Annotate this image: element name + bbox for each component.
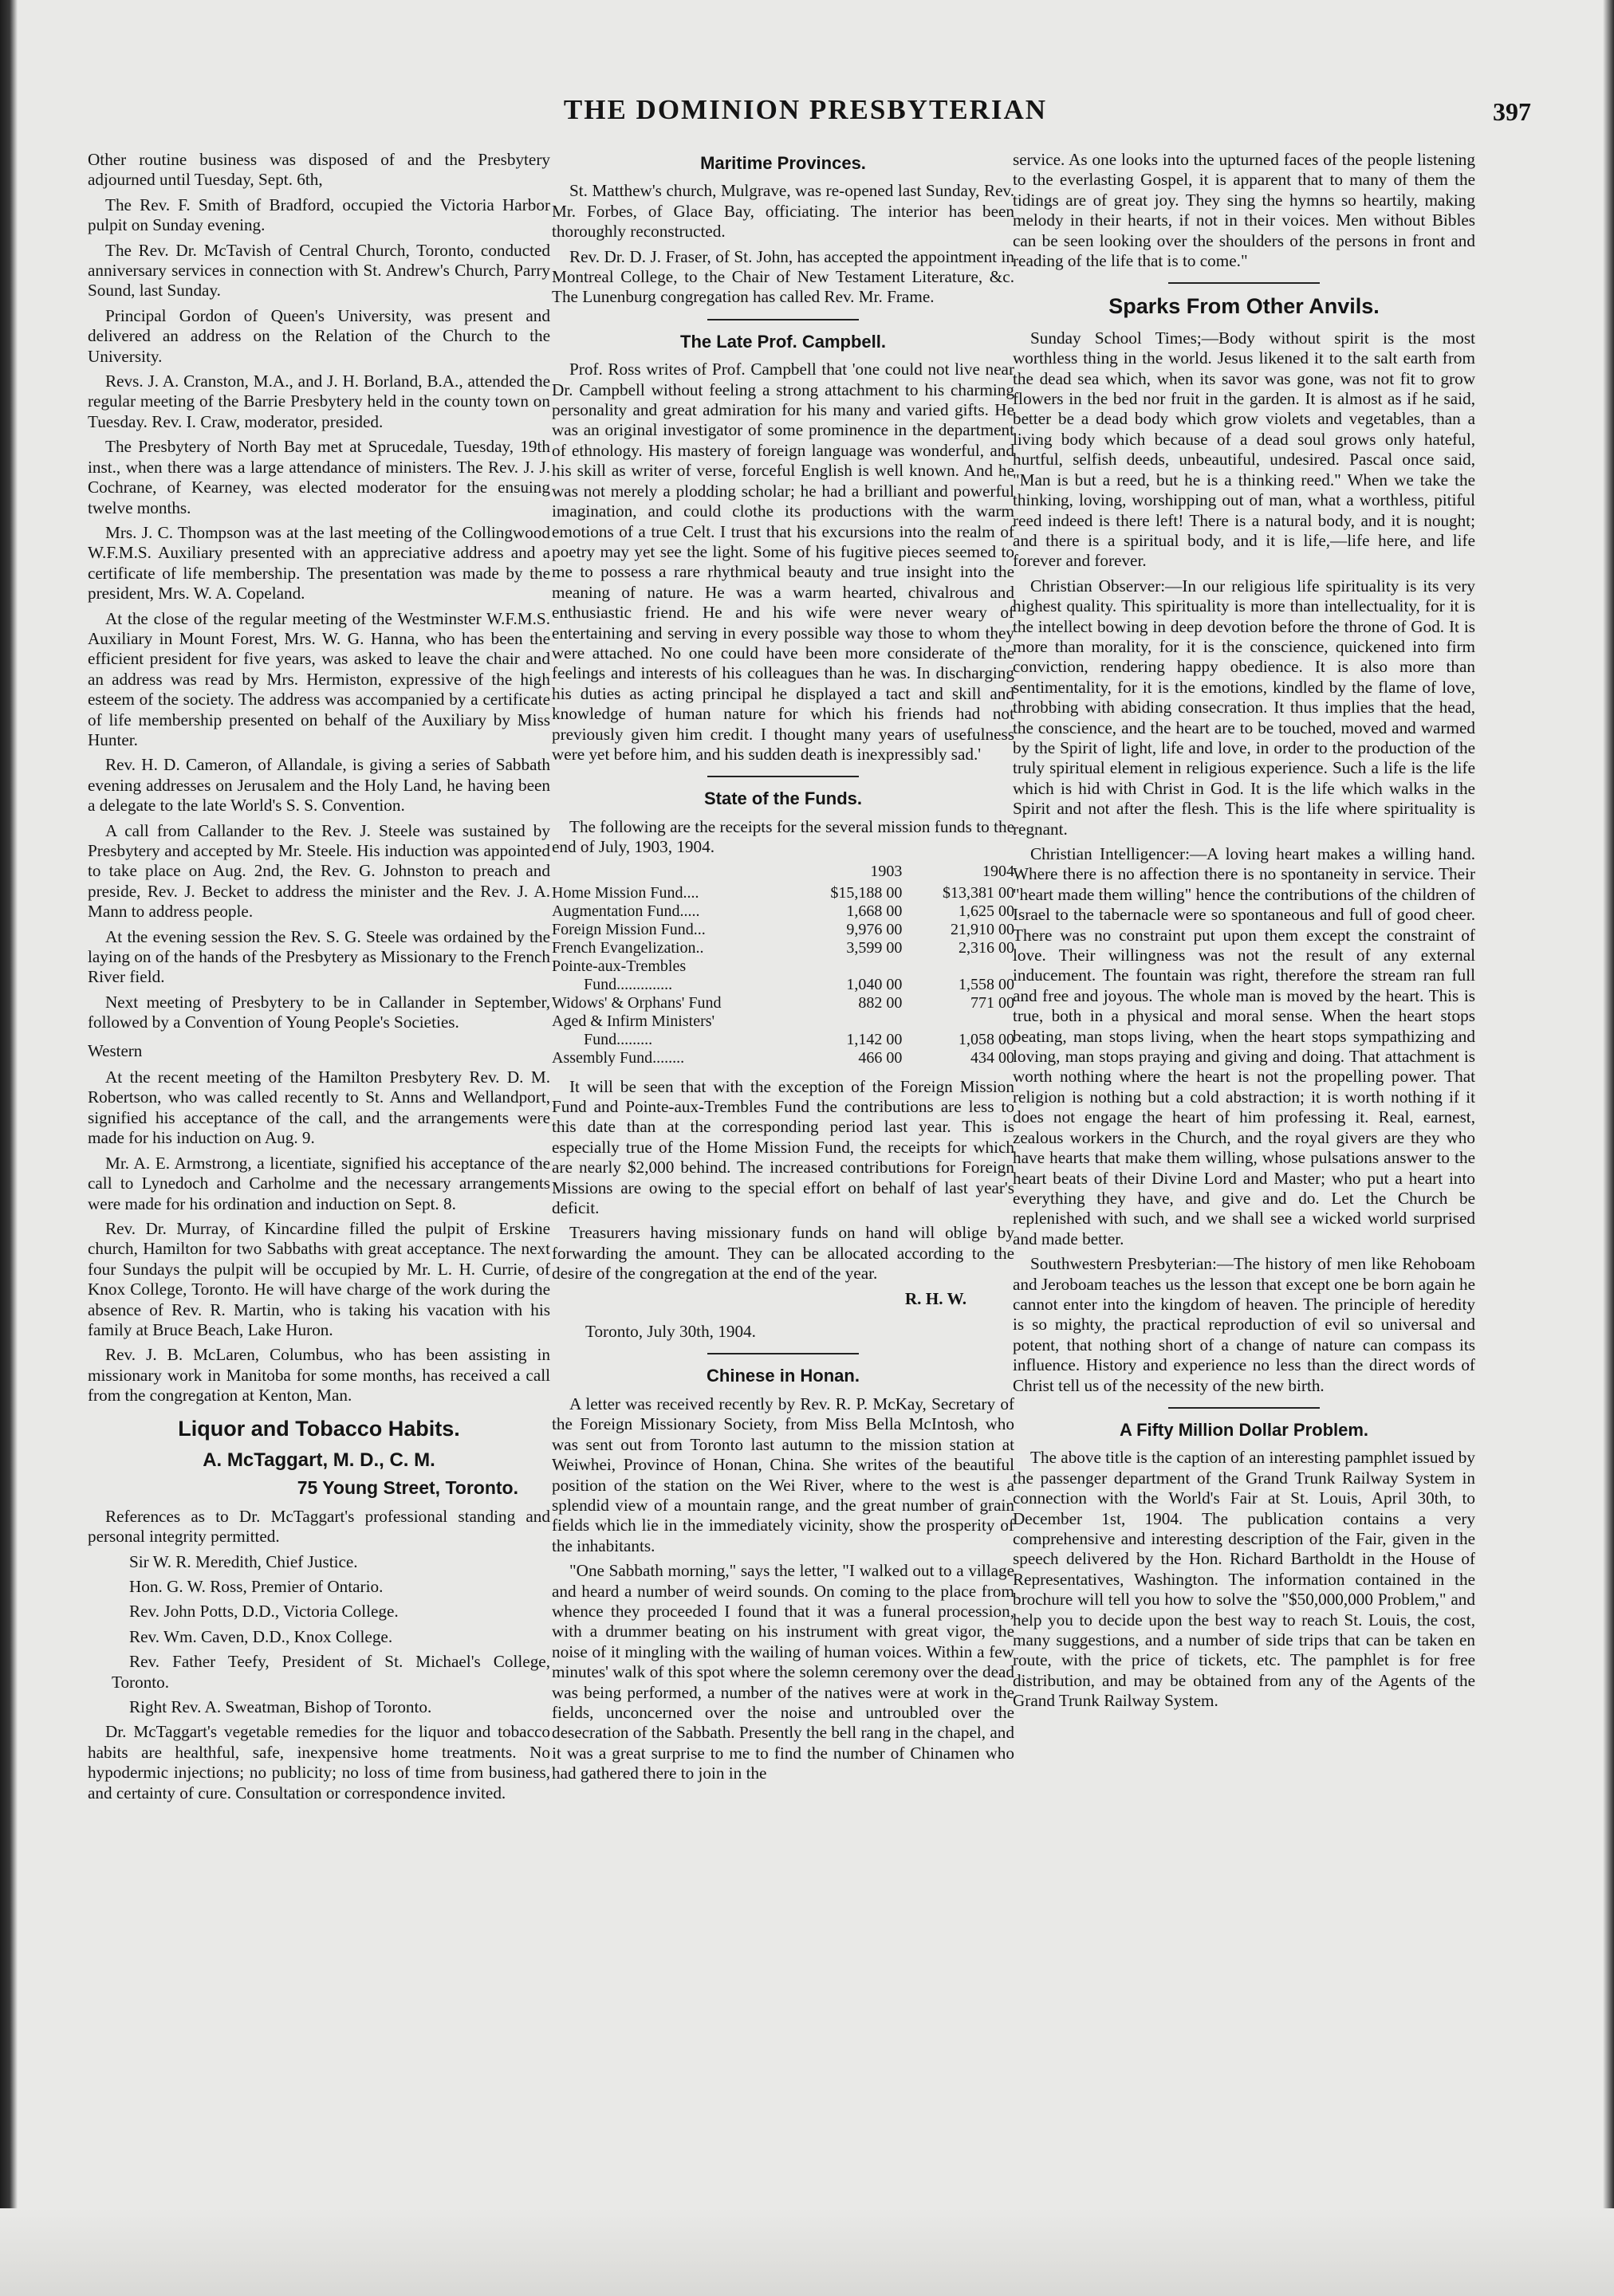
table-row (552, 994, 1014, 1012)
paragraph: The Rev. F. Smith of Bradford, occupied the Victoria Harbor pulpit on Sunday evening. (88, 195, 550, 235)
section-rule (707, 1353, 859, 1354)
fund-label: Fund.............. (584, 975, 673, 993)
ad-intro: References as to Dr. McTaggart's professional standing and personal integrity permitted. (88, 1506, 550, 1547)
page-header (72, 94, 1539, 142)
paragraph: St. Matthew's church, Mulgrave, was re-opened last Sunday, Rev. Mr. Forbes, of Glace Bay, officiating. The interior has been thoroughly reconstructed. (552, 181, 1014, 242)
paragraph: Treasurers having missionary funds on hand will oblige by forwarding the amount. They can be allocated according to the desire of the congregation at the end of the year. (552, 1223, 1014, 1284)
paragraph: Southwestern Presbyterian:—The history of men like Rehoboam and Jeroboam teaches us the lesson that except one be born again he cannot enter into the kingdom of heaven. The principle of heredity is so mighty, the practical reproduction of evil so universal and potent, that nothing short of a change of nature can compass its influence. History and experience no less than the direct words of Christ tell us of the necessity of the new birth. (1013, 1254, 1475, 1395)
ad-reference: Rev. Wm. Caven, D.D., Knox College. (129, 1626, 393, 1646)
section-rule (707, 319, 859, 320)
funds-intro: The following are the receipts for the several mission funds to the end of July, 1903, 1904. (552, 816, 1014, 857)
section-title-fifty-million: A Fifty Million Dollar Problem. (1119, 1419, 1369, 1440)
fund-1903: 3,599 00 (846, 938, 903, 957)
funds-table (552, 863, 1014, 1067)
paragraph: Christian Intelligencer:—A loving heart makes a willing hand. Where there is no affection there is no spontaneity in service. Their "heart made them willing" hence the contributions of the children of Israel to the tabernacle were so spontaneous and full of good cheer. There was no constraint put upon them except the constraint of love. Their willingness was not the result of any external inducement. The fountain was right, therefore the stream ran full and free and joyous. The whole man is moved by the heart. This is true, both in a physical and moral sense. When the heart stops beating, man stops living, when the heart stops sympathizing and loving, man stops praying and giving and doing. That attachment is worth nothing where the heart is not the propelling power. That religion is nothing but a cold abstraction; it is worth nothing if it does not engage the heart of him professing it. Real, earnest, zealous workers in the Church, and the royal givers are they who have hearts that make them willing, whose pulsations answer to the heart beats of their Divine Lord and Master; who put a heart into everything they have, and give and do. Let the Church be replenished with such, and we shall see a wicked world surprised and made better. (1013, 844, 1475, 1248)
scan-edge-right (1603, 0, 1614, 2296)
fund-1904 (902, 1012, 1014, 1031)
scan-edge-left (0, 0, 18, 2296)
scan-edge-bottom (0, 2208, 1614, 2296)
section-title-honan: Chinese in Honan. (707, 1366, 860, 1386)
fund-1903: 1,668 00 (846, 902, 903, 920)
fund-label: French Evangelization.. (552, 938, 704, 957)
fund-1904: $13,381 00 (943, 883, 1014, 902)
paragraph: Rev. J. B. McLaren, Columbus, who has been assisting in missionary work in Manitoba for some months, has received a call from the congregation at Kenton, Man. (88, 1345, 550, 1406)
column-3 (1013, 150, 1475, 2199)
funds-header-label (552, 863, 790, 884)
fund-1903 (790, 957, 903, 976)
table-row (552, 1049, 1014, 1067)
paragraph: The above title is the caption of an interesting pamphlet issued by the passenger department of the Grand Trunk Railway System in connection with the World's Fair at St. Louis, April 30th, to December 1st, 1904. The publication contains a very comprehensive and interesting description of the Fair, given in the speech delivered by the Hon. Richard Bartholdt in the House of Representatives, Washington. The information contained in the brochure will tell you how to solve the "$50,000,000 Problem," and help you to decide upon the best way to reach St. Louis, the cost, many suggestions, and a number of side trips that can be taken en route, with the price of tickets, etc. The pamphlet is for free distribution, and may be obtained from any of the Agents of the Grand Trunk Railway System. (1013, 1448, 1475, 1711)
funds-header-1904: 1904 (982, 862, 1014, 880)
ad-reference: Hon. G. W. Ross, Premier of Ontario. (129, 1577, 384, 1596)
fund-1903: $15,188 00 (830, 883, 903, 902)
paragraph: Rev. H. D. Cameron, of Allandale, is giving a series of Sabbath evening addresses on Jerusalem and the Holy Land, he having been a delegate to the late World's S. S. Convention. (88, 755, 550, 816)
fund-1903: 466 00 (858, 1048, 903, 1067)
table-row (552, 902, 1014, 921)
table-row (552, 1012, 1014, 1031)
paragraph: Revs. J. A. Cranston, M.A., and J. H. Borland, B.A., attended the regular meeting of the Barrie Presbytery held in the county town on Tuesday. Rev. I. Craw, moderator, presided. (88, 372, 550, 431)
paragraph: Principal Gordon of Queen's University, was present and delivered an address on the Relation of the Church to the University. (88, 305, 550, 366)
paragraph: A call from Callander to the Rev. J. Steele was sustained by Presbytery and accepted by Mr. Steele. His induction was appointed to take place on Aug. 2nd, the Rev. G. Johnston to preach and preside, Rev. J. Becket to address the minister and the Rev. J. A. Mann to address people. (88, 820, 550, 922)
fund-label: Foreign Mission Fund... (552, 920, 706, 938)
section-title-funds: State of the Funds. (704, 788, 862, 809)
fund-label: Home Mission Fund.... (552, 883, 699, 902)
fund-1903: 1,142 00 (846, 1030, 903, 1048)
fund-1904: 1,625 00 (959, 902, 1014, 920)
paragraph: A letter was received recently by Rev. R. P. McKay, Secretary of the Foreign Missionary Society, from Miss Bella McIntosh, who was sent out from Toronto last autumn to the mission station at Weiwhei, Province of Honan, China. She writes of the beautiful position of the station on the Wei River, where to the west is a splendid view of a mountain range, and the great number of grain fields which lie in the immediately vicinity, show the prosperity of the inhabitants. (552, 1394, 1014, 1555)
fund-label: Widows' & Orphans' Fund (552, 993, 722, 1012)
fund-1904 (902, 957, 1014, 976)
column-2 (552, 150, 1014, 2199)
funds-header-1903: 1903 (870, 862, 903, 880)
ad-name: A. McTaggart, M. D., C. M. (203, 1449, 435, 1471)
section-title-sparks: Sparks From Other Anvils. (1108, 294, 1380, 319)
paragraph: The Presbytery of North Bay met at Sprucedale, Tuesday, 19th inst., when there was a large attendance of ministers. The Rev. J. J. Cochrane, of Kearney, was elected moderator for the ensuing twelve months. (88, 437, 550, 517)
paragraph-continued: service. As one looks into the upturned faces of the people listening to the everlasting Gospel, it is apparent that to many of them the tidings are of great joy. They sing the hymns so heartily, making melody in their hearts, if not in their voices. Men without Bibles can be seen looking over the shoulders of the persons in front and reading of the life that is to come." (1013, 150, 1475, 271)
paragraph: Prof. Ross writes of Prof. Campbell that 'one could not live near Dr. Campbell without feeling a strong attachment to his charming personality and great admiration for his many and varied gifts. He was an original investigator of some prominence in the department of ethnology. His mastery of foreign language was wonderful, and his skill as writer of verse, forceful English is well known. And he was not merely a plodding scholar; he had a brilliant and powerful imagination, and could clothe its productions with the warm emotions of a true Celt. I trust that his excursions into the realm of poetry may yet see the light. Some of his fugitive pieces seemed to me to possess a rare rhythmical beauty and true insight into the meaning of nature. He was a warm hearted, chivalrous and enthusiastic friend. He and his wife were never weary of entertaining and serving in every possible way those to whom they were attached. No one could have been more considerate of the feelings and interests of his colleagues than he was. In discharging his duties as acting principal he displayed a tact and skill and knowledge of human nature for which his friends had not previously given him credit. I thought many years of usefulness were yet before him, and his sudden death is inexpressibly sad.' (552, 360, 1014, 764)
fund-label: Aged & Infirm Ministers' (552, 1012, 715, 1030)
paragraph: "One Sabbath morning," says the letter, "I walked out to a village and heard a number of weird sounds. On coming to the place from whence they proceeded I found that it was a funeral procession, with a drummer beating on his instrument with great vigor, the noise of it mingling with the wailing of human voices. Within a few minutes' walk of this spot where the solemn ceremony over the dead was being performed, a number of the natives were at work in the fields, unconcerned over the noise and untroubled over the desecration of the Sabbath. Presently the bell rang in the chapel, and it was a great surprise to me to find the number of Chinamen who had gathered there to join in the (552, 1561, 1014, 1783)
column-1 (88, 150, 550, 2199)
paragraph: Christian Observer:—In our religious life spirituality is its very highest quality. This spirituality is more than intellectuality, for it is the intellect bowing in deep devotion before the throne of God. It is more than morality, for it is the conscience, quickened into firm conviction, rendering happy obedience. It is also more than sentimentality, for it is the emotions, kindled by the flame of love, throbbing with abiding consecration. It thus implies that the head, the conscience, and the heart are to be touched, moved and warmed by the Spirit of light, life and love, in order to the production of the truly spiritual element in religious experience. Such a life is the life which is hid with Christ in God. It is the life which walks in the Spirit and not after the flesh. This is the life where spirituality is regnant. (1013, 576, 1475, 839)
fund-label: Pointe-aux-Trembles (552, 957, 687, 975)
ad-address: 75 Young Street, Toronto. (297, 1477, 518, 1499)
section-rule (1168, 1407, 1320, 1409)
table-row (552, 921, 1014, 939)
fund-label: Assembly Fund........ (552, 1048, 685, 1067)
ad-title: Liquor and Tobacco Habits. (178, 1416, 460, 1441)
paragraph: At the recent meeting of the Hamilton Presbytery Rev. D. M. Robertson, who was called recently to St. Anns and Wellandport, signified his acceptance of the call, and the arrangements were made for his induction on Aug. 9. (88, 1067, 550, 1148)
fund-1904: 1,558 00 (959, 975, 1014, 993)
ad-reference: Rev. Father Teefy, President of St. Michael's College, Toronto. (112, 1652, 550, 1692)
fund-1904: 2,316 00 (959, 938, 1014, 957)
section-title-maritime: Maritime Provinces. (700, 153, 866, 173)
ad-reference: Sir W. R. Meredith, Chief Justice. (129, 1551, 358, 1571)
fund-1903: 9,976 00 (846, 920, 903, 938)
running-title: THE DOMINION PRESBYTERIAN (563, 94, 1048, 125)
section-title-campbell: The Late Prof. Campbell. (680, 331, 886, 352)
fund-1904: 1,058 00 (959, 1030, 1014, 1048)
section-label-western: Western (88, 1040, 143, 1060)
fund-1903: 1,040 00 (846, 975, 903, 993)
table-row (552, 1031, 1014, 1049)
section-rule (1168, 282, 1320, 284)
fund-1904: 434 00 (970, 1048, 1014, 1067)
fund-1903: 882 00 (858, 993, 903, 1012)
paragraph: Rev. Dr. D. J. Fraser, of St. John, has accepted the appointment in Montreal College, to the Chair of New Testament Literature, &c. The Lunenburg congregation has called Rev. Mr. Frame. (552, 246, 1014, 307)
table-row (552, 884, 1014, 902)
table-row (552, 939, 1014, 957)
paragraph: Mrs. J. C. Thompson was at the last meeting of the Collingwood W.F.M.S. Auxiliary presented with an appreciative address and a certificate of life membership. The presentation was made by the president, Mrs. W. A. Copeland. (88, 522, 550, 603)
page-number: 397 (1493, 97, 1531, 126)
funds-table-header (552, 863, 1014, 884)
paragraph: At the evening session the Rev. S. G. Steele was ordained by the laying on of the hands of the Presbytery as Missionary to the French River field. (88, 926, 550, 987)
fund-label: Augmentation Fund..... (552, 902, 700, 920)
table-row (552, 976, 1014, 994)
fund-1904: 771 00 (970, 993, 1014, 1012)
ad-body: Dr. McTaggart's vegetable remedies for the liquor and tobacco habits are healthful, safe, inexpensive home treatments. No hypodermic injections; no publicity; no loss of time from business, and certainty of cure. Consultation or correspondence invited. (88, 1722, 550, 1803)
ad-reference: Rev. John Potts, D.D., Victoria College. (129, 1602, 399, 1622)
table-row (552, 957, 1014, 976)
paragraph: Rev. Dr. Murray, of Kincardine filled the pulpit of Erskine church, Hamilton for two Sabbaths with great acceptance. The next four Sundays the pulpit will be occupied by Mr. L. H. Currie, of Knox College, Toronto. He will have charge of the work during the absence of Rev. R. Martin, who is taking his vacation with his family at Bruce Beach, Lake Huron. (88, 1218, 550, 1339)
paragraph: Next meeting of Presbytery to be in Callander in September, followed by a Convention of Young People's Societies. (88, 992, 550, 1032)
fund-label: Fund......... (584, 1030, 653, 1048)
fund-1903 (790, 1012, 903, 1031)
funds-signoff: R. H. W. (904, 1288, 966, 1308)
fund-1904: 21,910 00 (951, 920, 1014, 938)
paragraph: It will be seen that with the exception of the Foreign Mission Fund and Pointe-aux-Trembles Fund the contributions are less to this date than at the corresponding period last year. This is especially true of the Home Mission Fund, the receipts for which are nearly $2,000 behind. The increased contributions for Foreign Missions are owing to the special effort on behalf of last year's deficit. (552, 1076, 1014, 1218)
col1-paragraphs (88, 150, 550, 1033)
paragraph: At the close of the regular meeting of the Westminster W.F.M.S. Auxiliary in Mount Forest, Mrs. W. G. Hanna, who has been the efficient president for five years, was asked to leave the chair and an address was read by Mrs. Hermiston, expressive of the high esteem of the society. The address was accompanied by a certificate of life membership presented on behalf of the Auxiliary by Miss Hunter. (88, 608, 550, 749)
paragraph: The Rev. Dr. McTavish of Central Church, Toronto, conducted anniversary services in connection with St. Andrew's Church, Parry Sound, last Sunday. (88, 240, 550, 301)
advertisement (88, 1416, 550, 1804)
section-rule (707, 776, 859, 777)
ad-reference: Right Rev. A. Sweatman, Bishop of Toronto. (129, 1697, 432, 1717)
funds-dateline: Toronto, July 30th, 1904. (585, 1322, 756, 1342)
paragraph: Other routine business was disposed of and the Presbytery adjourned until Tuesday, Sept. 6th, (88, 150, 550, 190)
paragraph: Sunday School Times;—Body without spirit is the most worthless thing in the world. Jesus likened it to the salt earth from the dead sea which, when its savor was gone, was not fit to grow flowers in the bed nor fruit in the garden. It is almost as if he said, better be a dead body which grow violets and vegetables, than a living body which because of a dead soul grows only hateful, hurtful, selfish deeds, unbeautiful, undesired. Pascal once said, "Man is but a reed, but he is a thinking reed." When we take the thinking, loving, worshipping out of man, what a worthless, pitiful reed indeed is there left! There is a natural body, and it is nought; and there is a spiritual body, and it is life,—life here, and life forever and forever. (1013, 328, 1475, 571)
paragraph: Mr. A. E. Armstrong, a licentiate, signified his acceptance of the call to Lynedoch and Carholme and the necessary arrangements were made for his ordination and induction on Sept. 8. (88, 1153, 550, 1213)
